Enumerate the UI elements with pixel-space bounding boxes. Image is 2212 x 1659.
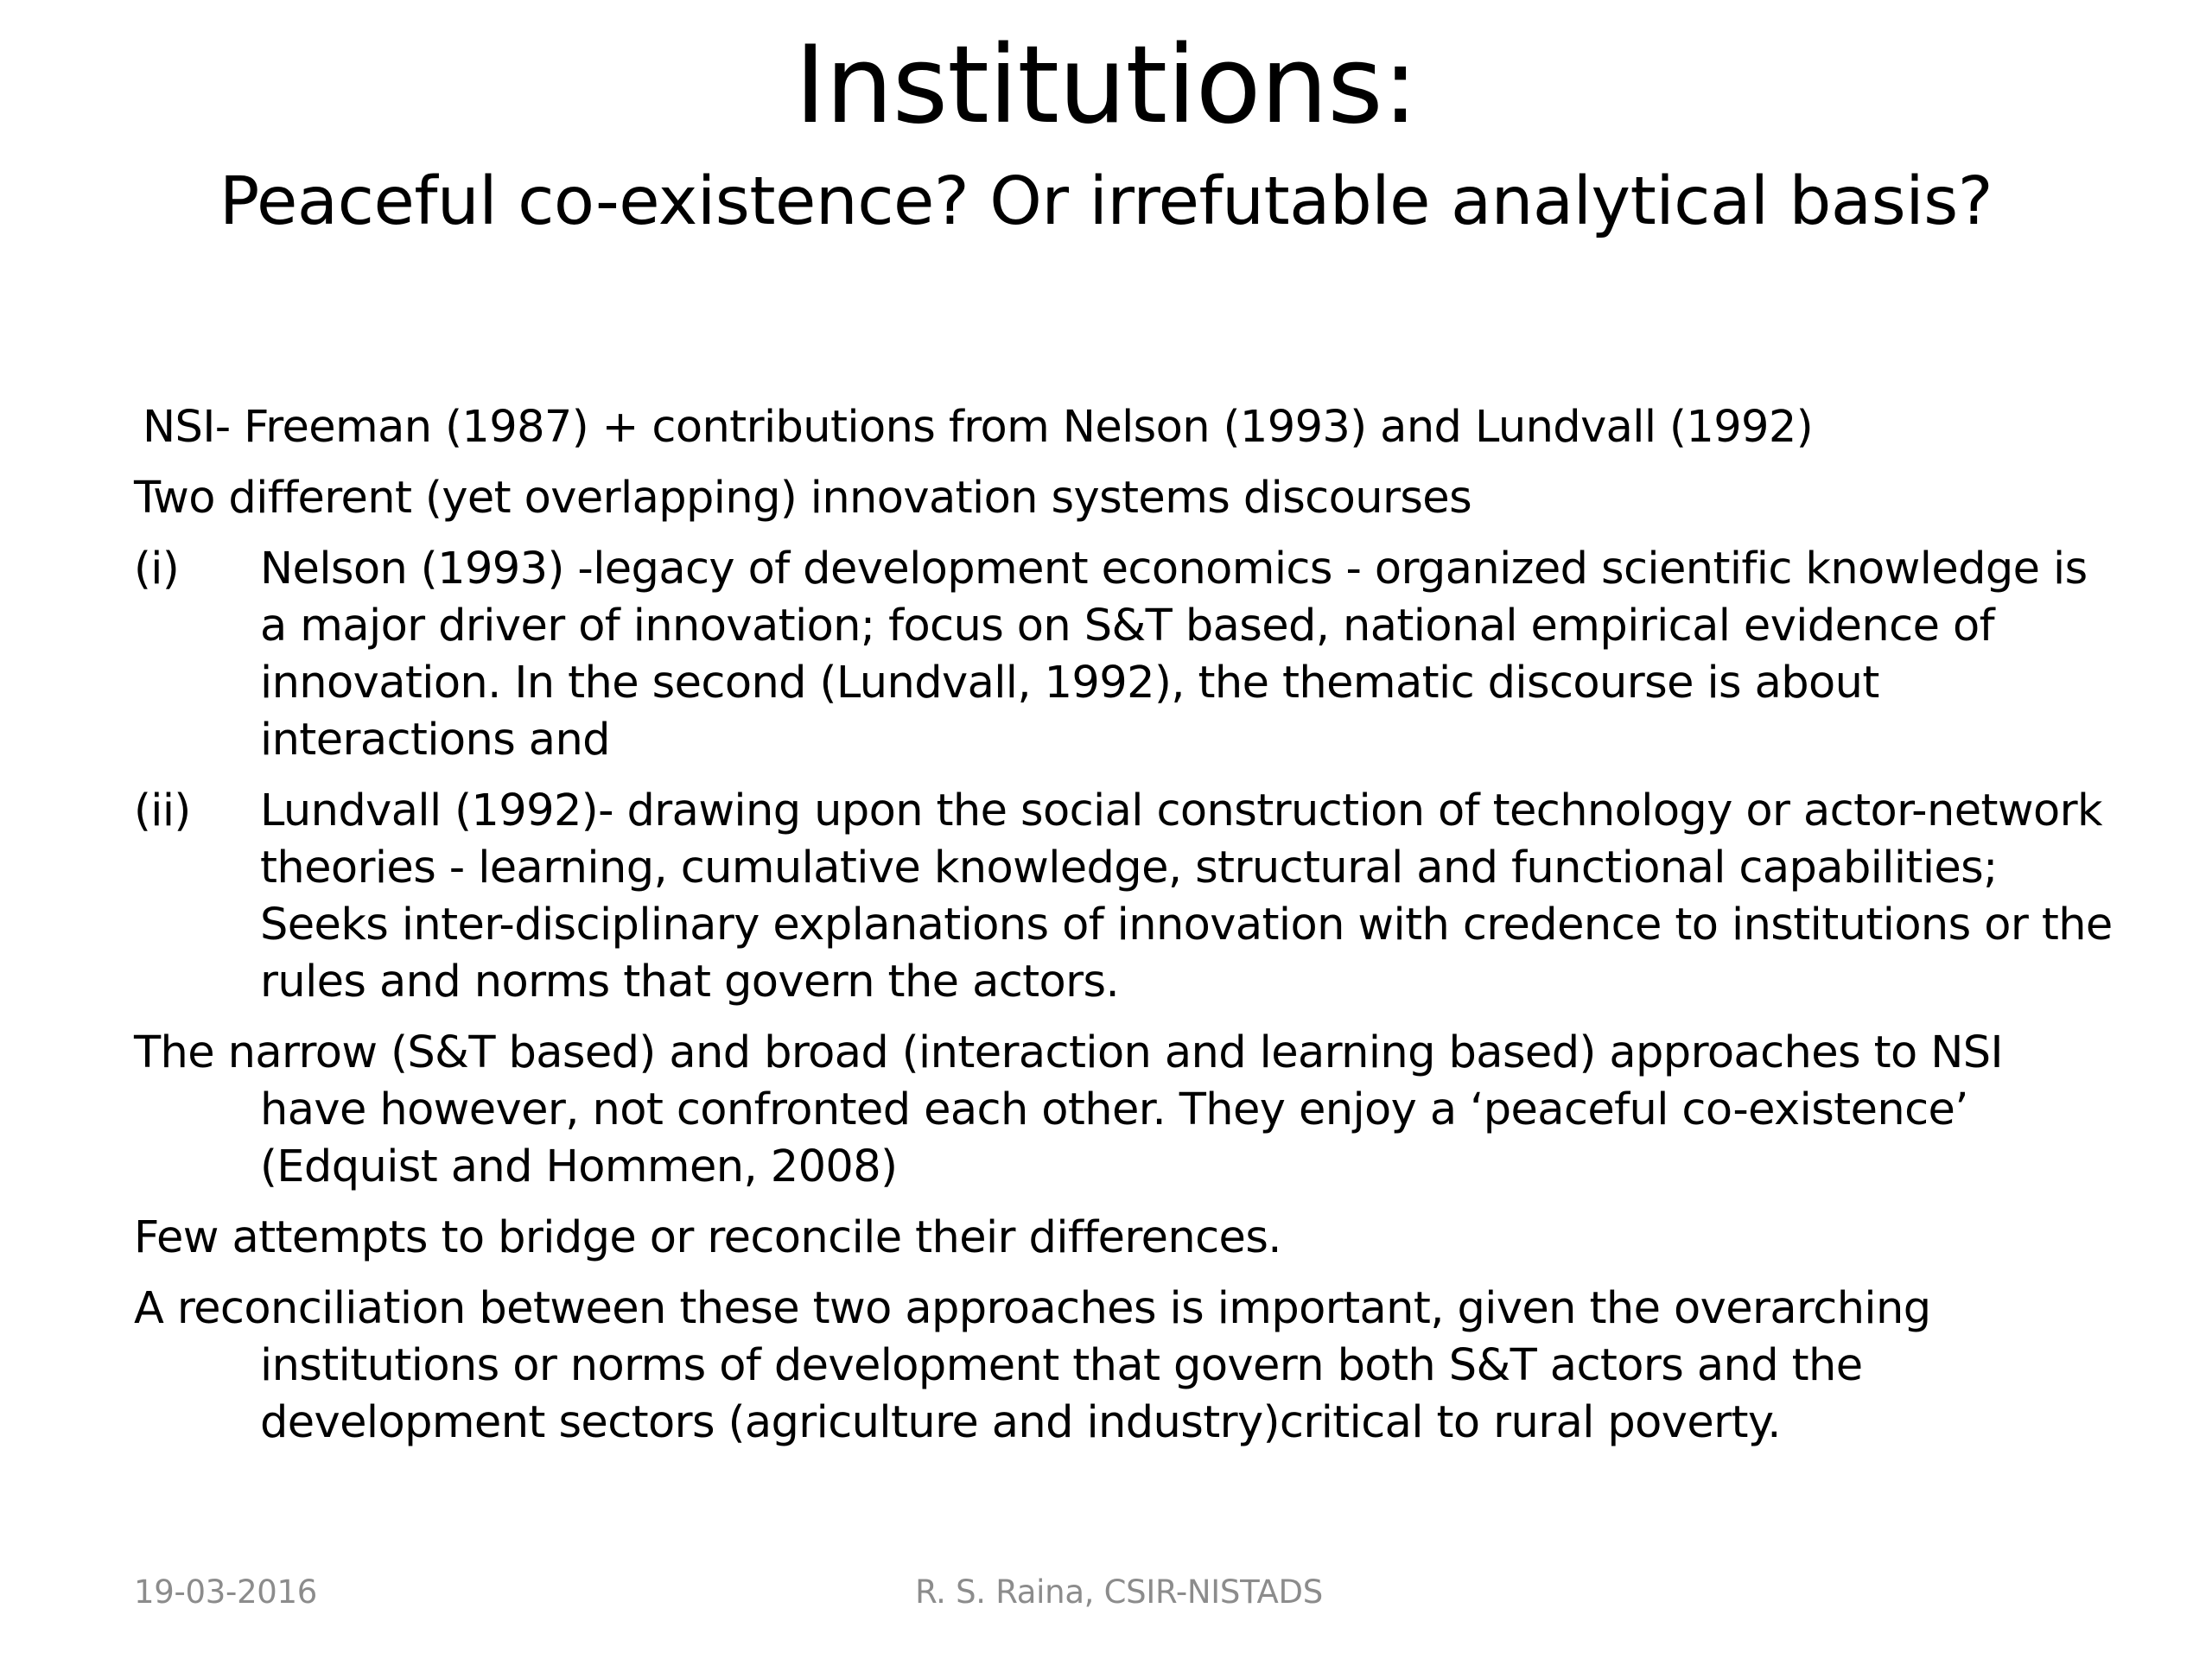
item-number: (i) [134, 543, 180, 594]
body-paragraph-reconciliation: A reconciliation between these two approaches is important, given the overarching institutions or norms of development that govern both S&T actors and the development sectors (agriculture and industry)critical to rural poverty. [134, 1283, 1931, 1448]
item-text: Lundvall (1992)- drawing upon the social construction of technology or actor-network theories - learning, cumulative knowledge, structural and functional capabilities; Seeks inter-disciplinary explanations of innovation with credence to institutions or the rules and norms that govern the actors. [260, 785, 2113, 1007]
body-paragraph-nsi: NSI- Freeman (1987) + contributions from Nelson (1993) and Lundvall (1992) [143, 402, 1814, 453]
footer-date: 19-03-2016 [134, 1573, 318, 1611]
slide-subtitle: Peaceful co-existence? Or irrefutable analytical basis? [219, 163, 1993, 240]
slide-body [134, 399, 2121, 1465]
item-text: Nelson (1993) -legacy of development economics - organized scientific knowledge is a major driver of innovation; focus on S&T based, national empirical evidence of innovation. In the second (Lundvall, 1992), the thematic discourse is about interactions and [260, 543, 2088, 766]
slide-title: Institutions: [794, 23, 1418, 148]
footer-author: R. S. Raina, CSIR-NISTADS [915, 1573, 1323, 1611]
body-paragraph-approaches: The narrow (S&T based) and broad (interaction and learning based) approaches to NSI have however, not confronted each other. They enjoy a ‘peaceful co-existence’ (Edquist and Hommen, 2008) [134, 1027, 2003, 1192]
numbered-item-2 [134, 783, 2121, 1011]
numbered-item-1 [134, 541, 2121, 769]
body-paragraph-discourses: Two different (yet overlapping) innovation systems discourses [134, 473, 1472, 524]
body-paragraph-attempts: Few attempts to bridge or reconcile their differences. [134, 1212, 1281, 1263]
item-number: (ii) [134, 785, 191, 836]
